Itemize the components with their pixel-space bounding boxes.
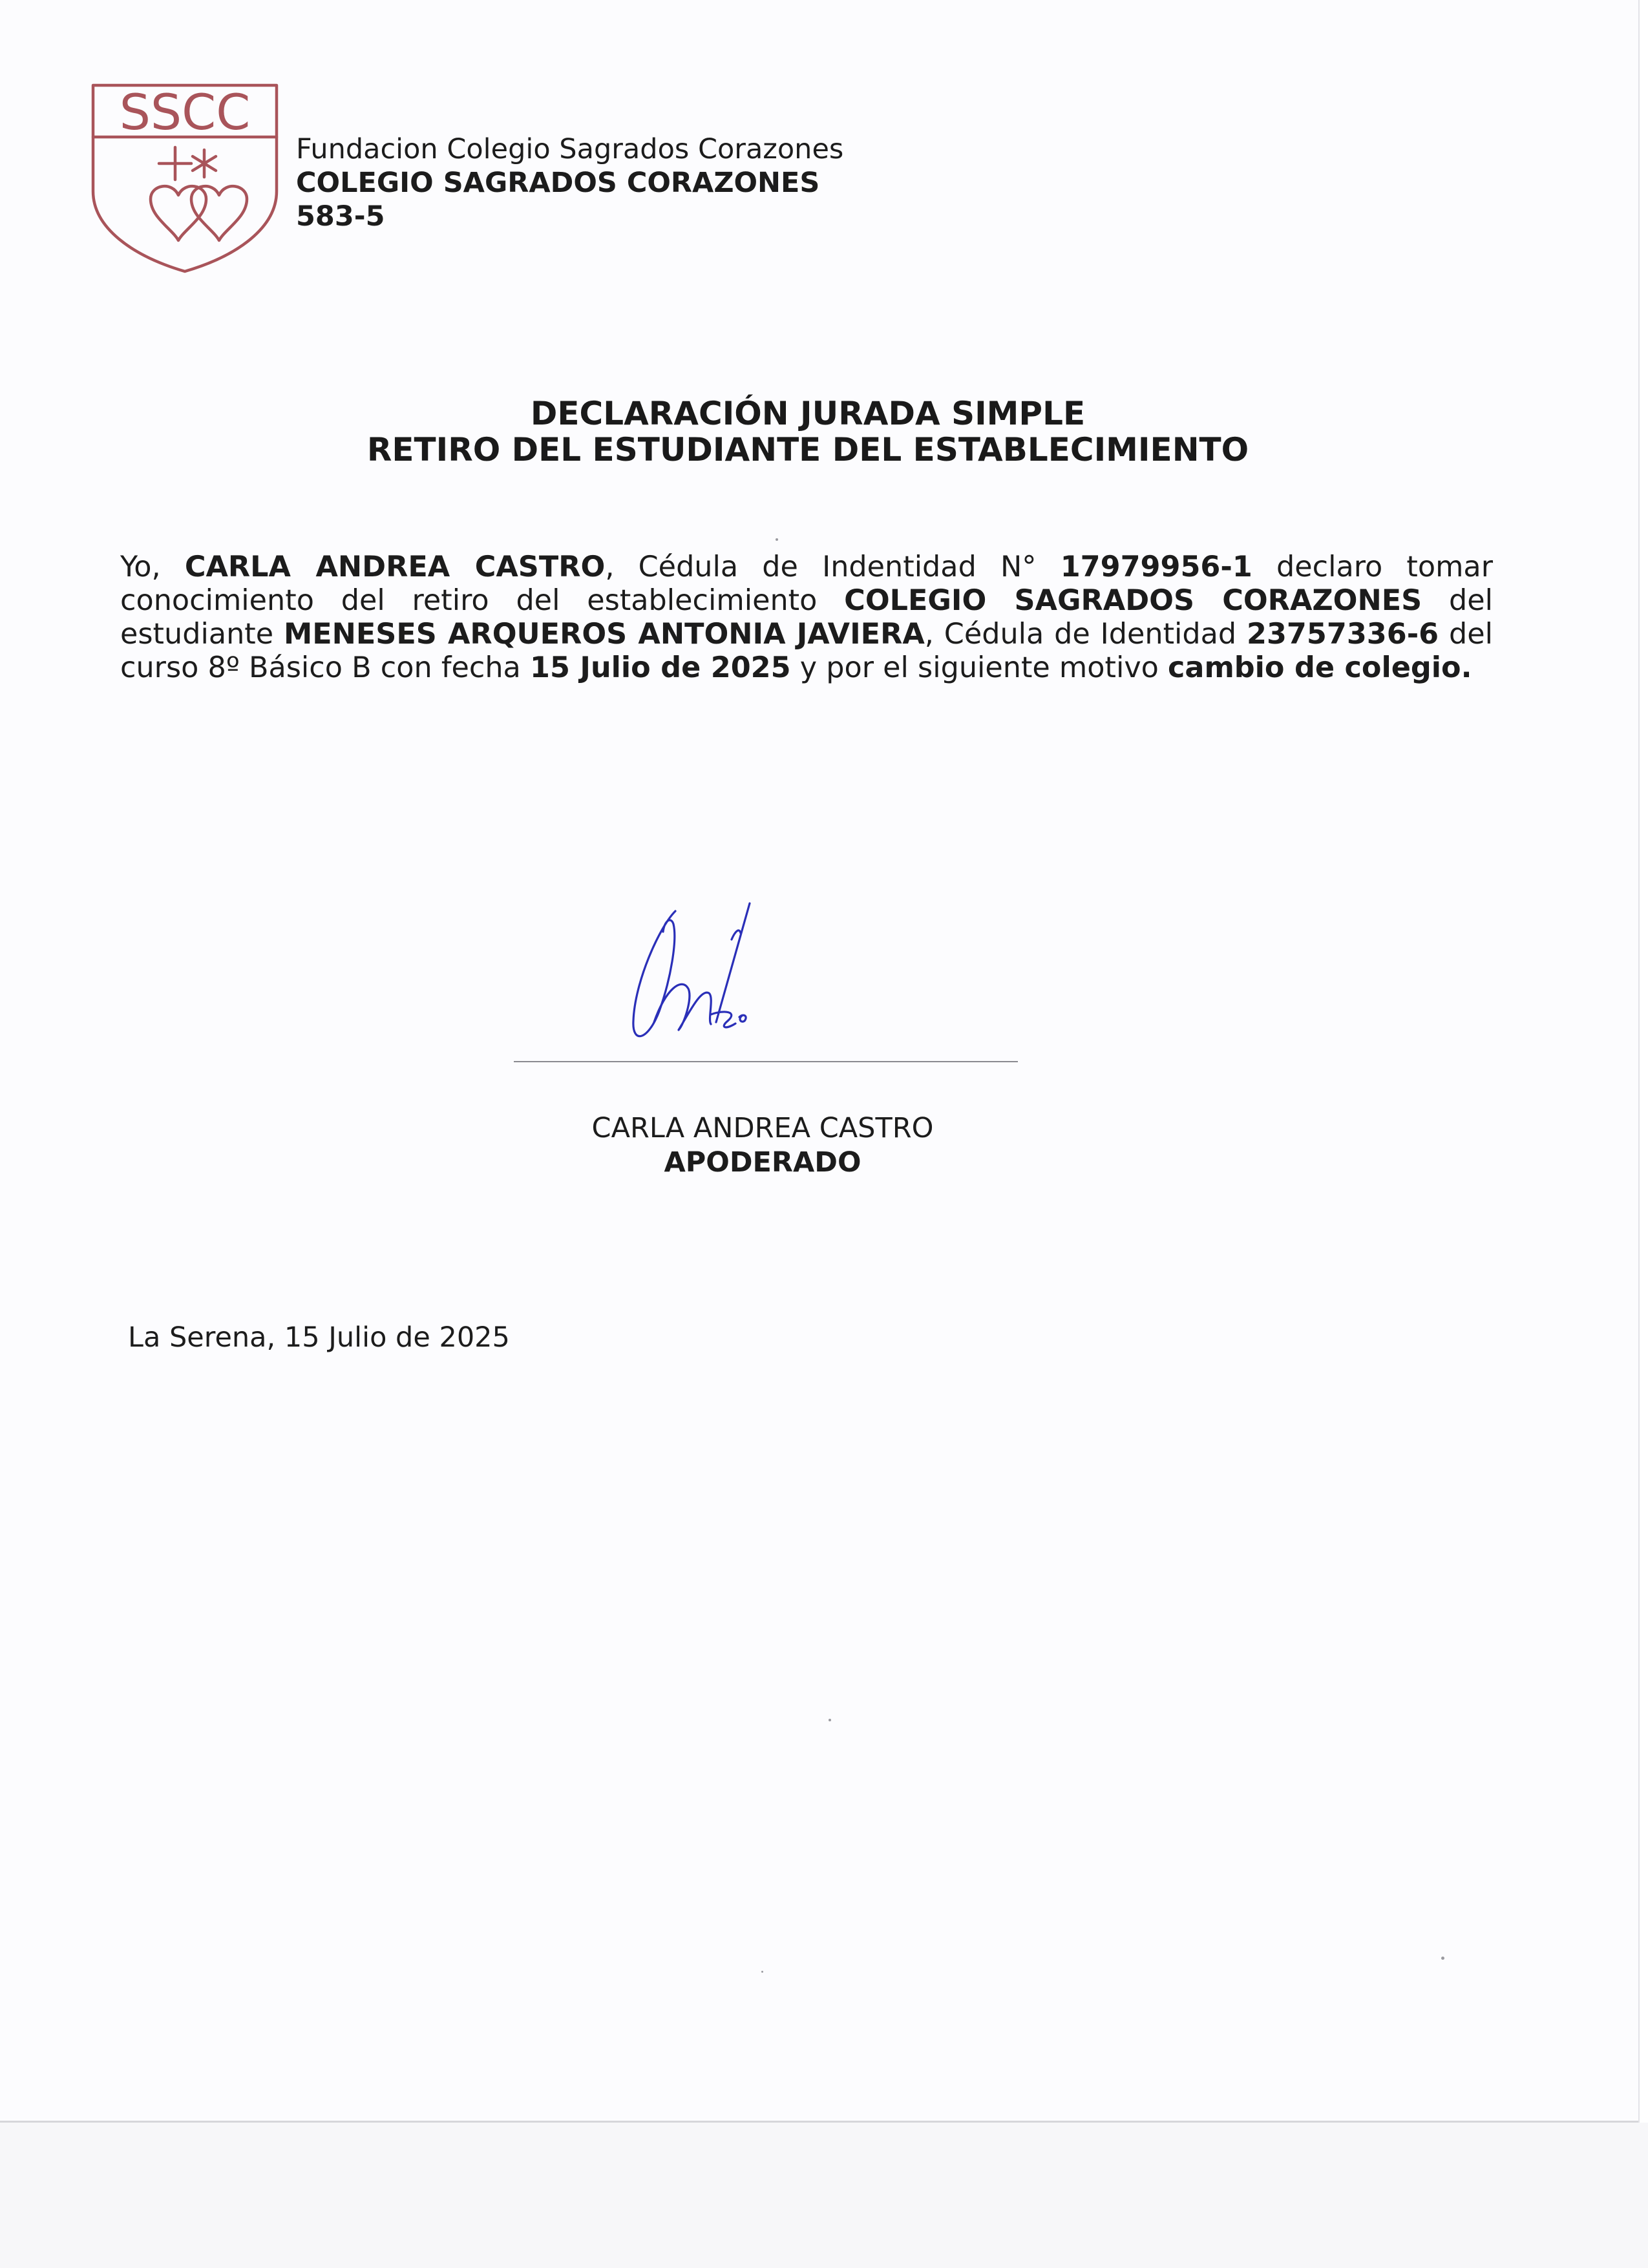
svg-text:SSCC: SSCC [119,83,251,141]
school-code: 583-5 [296,200,385,233]
student-name: MENESES ARQUEROS ANTONIA JAVIERA [283,618,925,651]
signature-line [514,1061,1018,1062]
scanner-bed [0,2123,1648,2268]
school-name: COLEGIO SAGRADOS CORAZONES [296,167,820,199]
signer-role: APODERADO [664,1146,861,1179]
declaration-text: del curso 8º Básico B con fecha [120,618,1493,684]
signer-block [0,1111,1525,1180]
scan-speck [1441,1957,1444,1960]
foundation-name: Fundacion Colegio Sagrados Corazones [296,133,844,165]
handwritten-signature-icon [595,892,801,1060]
declaration-text: , Cédula de Identidad [924,618,1247,651]
declaration-text: del estudiante [120,584,1494,651]
declaration-text: declaro tomar conocimiento del retiro del establecimiento [120,551,1493,617]
page-edge-right [1638,0,1640,2123]
declaration-text: , Cédula de Indentidad N° [605,551,1061,583]
declaration-text: y por el siguiente motivo [790,651,1168,684]
signer-name: CARLA ANDREA CASTRO [591,1112,934,1144]
declaration-paragraph [120,551,1493,685]
withdrawal-reason: cambio de colegio. [1168,651,1472,684]
declaration-text: Yo, [120,551,185,583]
scan-speck [829,1719,831,1721]
guardian-id: 17979956-1 [1060,551,1252,583]
title-line-2: RETIRO DEL ESTUDIANTE DEL ESTABLECIMIENTO [366,431,1249,468]
school-name-inline: COLEGIO SAGRADOS CORAZONES [844,584,1422,617]
place-and-date: La Serena, 15 Julio de 2025 [128,1321,510,1354]
title-line-1: DECLARACIÓN JURADA SIMPLE [530,395,1086,432]
withdrawal-date: 15 Julio de 2025 [529,651,791,684]
scan-speck [761,1971,763,1973]
guardian-name: CARLA ANDREA CASTRO [184,551,606,583]
scan-speck [776,538,778,541]
student-id: 23757336-6 [1247,618,1439,651]
institution-header [296,132,843,233]
sscc-logo-icon [89,83,280,274]
document-title [0,395,1616,468]
